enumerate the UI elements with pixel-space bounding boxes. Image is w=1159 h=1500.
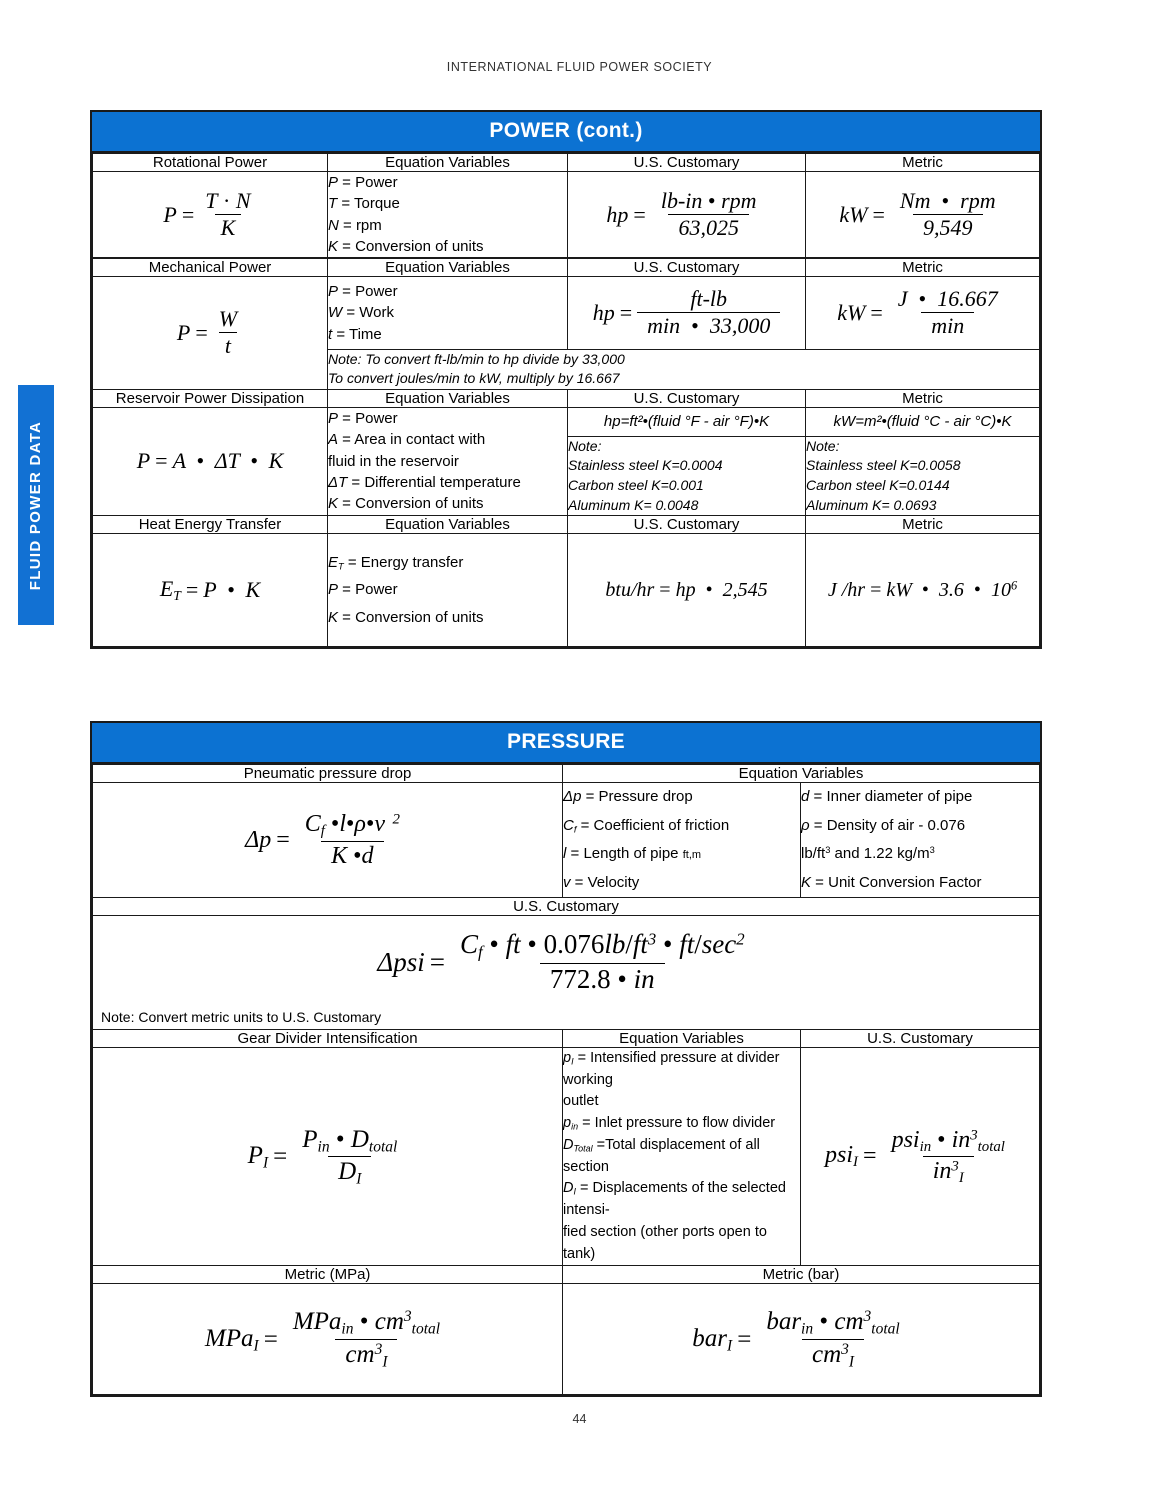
table-row — [93, 1284, 1040, 1395]
table-row — [93, 277, 1040, 349]
us-formula-heat-energy-transfer: btu/hr = hp • 2,545 — [568, 534, 806, 647]
column-header-equation-variables: Equation Variables — [563, 1029, 801, 1047]
table-row — [93, 916, 1040, 1030]
formula-rotational-power: P = $\frac{T \cdot N}{K}$ — [93, 172, 328, 259]
side-thumb-tab — [18, 385, 54, 625]
row-header-heat-energy-transfer: Heat Energy Transfer — [93, 516, 328, 534]
metric-notes-reservoir: Note: Stainless steel K=0.0058 Carbon steel K=0.0144 Aluminum K= 0.0693 — [806, 436, 1040, 515]
formula-reservoir-power-dissipation: P = A • ΔT • K — [93, 407, 328, 515]
variables-mechanical-power: P = Power W = Work t = Time — [328, 277, 568, 349]
column-header-equation-variables: Equation Variables — [328, 389, 568, 407]
us-formula-reservoir: hp=ft²•(fluid °F - air °F)•K — [568, 407, 806, 436]
column-header-metric-bar: Metric (bar) — [563, 1266, 1040, 1284]
variables-rotational-power: P = Power T = Torque N = rpm K = Conversion of units — [328, 172, 568, 259]
pressure-section-banner: PRESSURE — [92, 723, 1040, 764]
row-header-mechanical-power: Mechanical Power — [93, 258, 328, 277]
pressure-table — [92, 764, 1040, 1395]
note-mechanical-power: Note: To convert ft-lb/min to hp divide by 33,000 To convert joules/min to kW, multiply by 16.667 — [328, 349, 1040, 389]
table-row — [93, 389, 1040, 407]
metric-formula-heat-energy-transfer: J /hr = kW • 3.6 • $10^6$ — [806, 534, 1040, 647]
column-header-equation-variables: Equation Variables — [563, 765, 1040, 783]
column-header-metric: Metric — [806, 516, 1040, 534]
us-formula-pneumatic: Δpsi = $\frac{C_f • ft • 0.076lb/ft^3 • ft/\sec^2}{772.8 • in}$ Note: Convert metric units to U.S. Customary — [93, 916, 1040, 1030]
column-header-us-customary: U.S. Customary — [568, 154, 806, 172]
column-header-equation-variables: Equation Variables — [328, 258, 568, 277]
column-header-equation-variables: Equation Variables — [328, 154, 568, 172]
row-header-rotational-power: Rotational Power — [93, 154, 328, 172]
variables-gear-divider: $p_I$ = Intensified pressure at divider working outlet $p_{in}$ = Inlet pressure to flow divider $D_{Total}$ =Total displacement of all section $D_I$ = Displacements of the selected intensi- fied section (other ports open to tank) — [563, 1047, 801, 1266]
note-pneumatic: Note: Convert metric units to U.S. Customary — [101, 1008, 382, 1025]
column-header-metric: Metric — [806, 154, 1040, 172]
formula-gear-divider-intensification: $P_I$ = $\frac{P_{in} • D_{total}}{D_I}$ — [93, 1047, 563, 1266]
column-header-equation-variables: Equation Variables — [328, 516, 568, 534]
us-notes-reservoir: Note: Stainless steel K=0.0004 Carbon steel K=0.001 Aluminum K= 0.0048 — [568, 436, 806, 515]
table-row — [93, 534, 1040, 647]
metric-mpa-formula: MPa$_I$ = $\frac{MPa_{in} • cm^3_{total}}{cm^3_I}$ — [93, 1284, 563, 1395]
us-formula-rotational-power: hp = $\frac{\text{lb-in • rpm}}{63,025}$ — [568, 172, 806, 259]
column-header-us-customary-pneumatic: U.S. Customary — [93, 898, 1040, 916]
table-row — [93, 1047, 1040, 1266]
table-row — [93, 172, 1040, 259]
row-header-pneumatic-pressure-drop: Pneumatic pressure drop — [93, 765, 563, 783]
table-row — [93, 154, 1040, 172]
table-row — [93, 407, 1040, 436]
column-header-us-customary: U.S. Customary — [568, 516, 806, 534]
side-tab-label: FLUID POWER DATA — [27, 420, 45, 590]
column-header-metric: Metric — [806, 389, 1040, 407]
pressure-section — [90, 721, 1042, 1397]
variables-pneumatic-left: Δp = Pressure drop $C_f$ = Coefficient of friction l = Length of pipe ft,m v = Velocity — [563, 783, 801, 898]
running-header: INTERNATIONAL FLUID POWER SOCIETY — [446, 60, 713, 74]
power-section-banner: POWER (cont.) — [92, 112, 1040, 153]
column-header-metric: Metric — [806, 258, 1040, 277]
metric-formula-rotational-power: kW = $\frac{\text{Nm • rpm}}{9,549}$ — [806, 172, 1040, 259]
formula-pneumatic-pressure-drop: Δp = $\frac{C_f •l•\rho•v ^2}{K •d}$ — [93, 783, 563, 898]
row-header-gear-divider-intensification: Gear Divider Intensification — [93, 1029, 563, 1047]
table-row — [93, 783, 1040, 898]
column-header-metric-mpa: Metric (MPa) — [93, 1266, 563, 1284]
table-row — [93, 765, 1040, 783]
table-row — [93, 258, 1040, 277]
formula-heat-energy-transfer: $E_T$ = P • K — [93, 534, 328, 647]
metric-bar-formula: bar$_I$ = $\frac{bar_{in} • cm^3_{total}}{cm^3_I}$ — [563, 1284, 1040, 1395]
variables-reservoir-power-dissipation: P = Power A = Area in contact with fluid in the reservoir ΔT = Differential temperature K = Conversion of units — [328, 407, 568, 515]
formula-mechanical-power: P = $\frac{W}{t}$ — [93, 277, 328, 390]
column-header-us-customary: U.S. Customary — [568, 389, 806, 407]
row-header-reservoir-power-dissipation: Reservoir Power Dissipation — [93, 389, 328, 407]
variables-pneumatic-right: d = Inner diameter of pipe ρ = Density of air - 0.076 $lb/ft^3$ and 1.22 $kg/m^3$ K = Unit Conversion Factor — [801, 783, 1040, 898]
column-header-us-customary: U.S. Customary — [801, 1029, 1040, 1047]
variables-heat-energy-transfer: $E_T$ = Energy transfer P = Power K = Conversion of units — [328, 534, 568, 647]
power-table — [92, 153, 1040, 647]
table-row — [93, 1266, 1040, 1284]
us-formula-mechanical-power: hp = $\frac{ft-lb}{\min • 33,000}$ — [568, 277, 806, 349]
table-row — [93, 1029, 1040, 1047]
table-row — [93, 516, 1040, 534]
table-row — [93, 898, 1040, 916]
us-formula-gear-divider: psi$_I$ = $\frac{psi_{in} • in^3_{total}}{in^3_I}$ — [801, 1047, 1040, 1266]
column-header-us-customary: U.S. Customary — [568, 258, 806, 277]
metric-formula-reservoir: kW=m²•(fluid °C - air °C)•K — [806, 407, 1040, 436]
power-section — [90, 110, 1042, 649]
metric-formula-mechanical-power: kW = $\frac{J • 16.667}{\min}$ — [806, 277, 1040, 349]
page-number: 44 — [572, 1412, 587, 1426]
